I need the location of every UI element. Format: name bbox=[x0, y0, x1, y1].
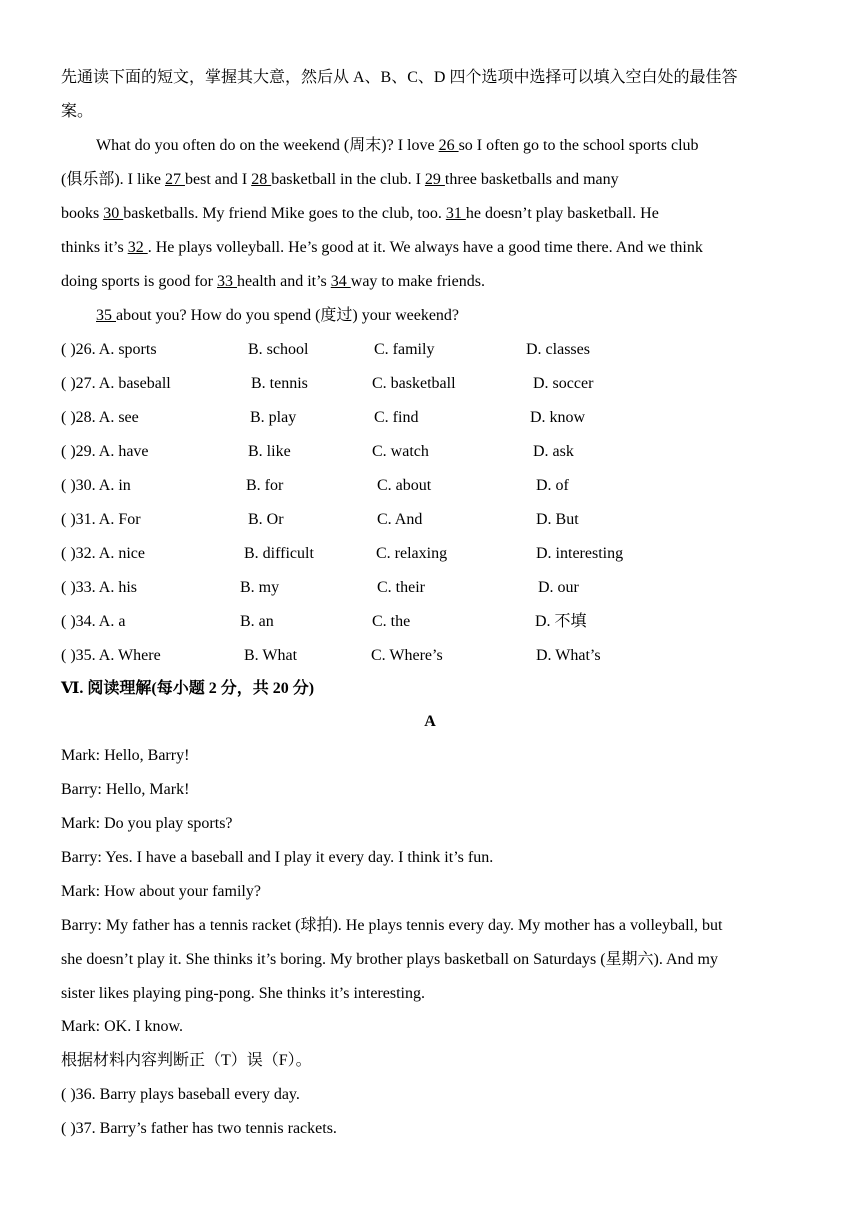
dialogue-line: Mark: How about your family? bbox=[61, 883, 261, 900]
instructions-line-1: 先通读下面的短文，掌握其大意，然后从 A、B、C、D 四个选项中选择可以填入空白处的最佳答 bbox=[61, 69, 738, 86]
blank-26: 26 bbox=[438, 137, 459, 154]
question-stem: ( )33. A. his bbox=[61, 579, 137, 596]
blank-28: 28 bbox=[251, 171, 272, 188]
option-b[interactable]: B. What bbox=[244, 647, 298, 664]
question-37: ( )37. Barry’s father has two tennis rackets. bbox=[61, 1120, 337, 1137]
option-d[interactable]: D. know bbox=[530, 409, 586, 426]
option-c[interactable]: C. find bbox=[374, 409, 419, 426]
blank-30: 30 bbox=[103, 205, 124, 222]
passage-text: three basketballs and many bbox=[444, 171, 619, 188]
blank-32: 32 bbox=[127, 239, 148, 256]
question-32 bbox=[61, 543, 821, 565]
dialogue-line: Mark: Hello, Barry! bbox=[61, 747, 190, 764]
passage-line-4 bbox=[61, 237, 703, 259]
passage-text: books bbox=[61, 205, 104, 222]
passage-text: best and I bbox=[184, 171, 252, 188]
part-title: A bbox=[424, 713, 436, 730]
question-stem: ( )35. A. Where bbox=[61, 647, 161, 664]
passage-text: way to make friends. bbox=[350, 273, 485, 290]
option-c[interactable]: C. their bbox=[377, 579, 425, 596]
option-b[interactable]: B. tennis bbox=[251, 375, 308, 392]
passage-text: basketball in the club. I bbox=[271, 171, 425, 188]
option-b[interactable]: B. for bbox=[246, 477, 284, 494]
option-b[interactable]: B. an bbox=[240, 613, 274, 630]
option-b[interactable]: B. play bbox=[250, 409, 297, 426]
option-c[interactable]: C. the bbox=[372, 613, 411, 630]
option-c[interactable]: C. basketball bbox=[372, 375, 456, 392]
passage-line-2 bbox=[61, 169, 619, 191]
option-d[interactable]: D. our bbox=[538, 579, 579, 596]
question-28 bbox=[61, 407, 821, 429]
option-c[interactable]: C. And bbox=[377, 511, 423, 528]
dialogue-line: she doesn’t play it. She thinks it’s boring. My brother plays basketball on Saturdays (星期六). And my bbox=[61, 951, 718, 968]
option-c[interactable]: C. watch bbox=[372, 443, 429, 460]
question-stem: ( )32. A. nice bbox=[61, 545, 145, 562]
question-stem: ( )34. A. a bbox=[61, 613, 126, 630]
option-d[interactable]: D. classes bbox=[526, 341, 590, 358]
dialogue-line: Barry: Hello, Mark! bbox=[61, 781, 190, 798]
question-29 bbox=[61, 441, 821, 463]
option-c[interactable]: C. Where’s bbox=[371, 647, 443, 664]
blank-33: 33 bbox=[217, 273, 237, 290]
question-27 bbox=[61, 373, 821, 395]
option-b[interactable]: B. difficult bbox=[244, 545, 314, 562]
question-26 bbox=[61, 339, 821, 361]
passage-line-6 bbox=[96, 305, 459, 327]
blank-31: 31 bbox=[445, 205, 466, 222]
passage-text: health and it’s bbox=[237, 273, 331, 290]
passage-line-1 bbox=[96, 135, 699, 157]
option-d[interactable]: D. ask bbox=[533, 443, 574, 460]
option-b[interactable]: B. my bbox=[240, 579, 280, 596]
section-heading: Ⅵ. 阅读理解(每小题 2 分，共 20 分) bbox=[61, 680, 315, 697]
option-c[interactable]: C. relaxing bbox=[376, 545, 448, 562]
question-35 bbox=[61, 645, 821, 667]
dialogue-line: Mark: OK. I know. bbox=[61, 1018, 184, 1035]
passage-text: . He plays volleyball. He’s good at it. We always have a good time there. And we think bbox=[147, 239, 703, 256]
question-36: ( )36. Barry plays baseball every day. bbox=[61, 1086, 300, 1103]
dialogue-line: Barry: My father has a tennis racket (球拍). He plays tennis every day. My mother has a volleyball, but bbox=[61, 917, 723, 934]
blank-27: 27 bbox=[164, 171, 185, 188]
question-stem: ( )31. A. For bbox=[61, 511, 141, 528]
passage-text: thinks it’s bbox=[61, 239, 128, 256]
dialogue-line: Barry: Yes. I have a baseball and I play it every day. I think it’s fun. bbox=[61, 849, 494, 866]
blank-35: 35 bbox=[96, 307, 116, 324]
dialogue-line: sister likes playing ping-pong. She thinks it’s interesting. bbox=[61, 985, 425, 1002]
passage-text: he doesn’t play basketball. He bbox=[465, 205, 659, 222]
option-b[interactable]: B. school bbox=[248, 341, 309, 358]
option-c[interactable]: C. family bbox=[374, 341, 435, 358]
question-31 bbox=[61, 509, 821, 531]
question-33 bbox=[61, 577, 821, 599]
passage-text: doing sports is good for bbox=[61, 273, 217, 290]
passage-line-3 bbox=[61, 203, 659, 225]
question-30 bbox=[61, 475, 821, 497]
instructions-line-2: 案。 bbox=[61, 103, 94, 120]
dialogue-line: Mark: Do you play sports? bbox=[61, 815, 233, 832]
option-d[interactable]: D. But bbox=[536, 511, 579, 528]
blank-34: 34 bbox=[330, 273, 351, 290]
question-stem: ( )29. A. have bbox=[61, 443, 149, 460]
passage-text: basketballs. My friend Mike goes to the club, too. bbox=[123, 205, 446, 222]
tf-instruction: 根据材料内容判断正（T）误（F）。 bbox=[61, 1052, 312, 1069]
passage-line-5 bbox=[61, 271, 485, 293]
question-34 bbox=[61, 611, 821, 633]
option-d[interactable]: D. What’s bbox=[536, 647, 601, 664]
passage-text: about you? How do you spend (度过) your weekend? bbox=[116, 307, 460, 324]
option-d[interactable]: D. interesting bbox=[536, 545, 624, 562]
option-c[interactable]: C. about bbox=[377, 477, 432, 494]
option-d[interactable]: D. 不填 bbox=[535, 613, 587, 630]
option-d[interactable]: D. of bbox=[536, 477, 569, 494]
option-d[interactable]: D. soccer bbox=[533, 375, 594, 392]
question-stem: ( )26. A. sports bbox=[61, 341, 157, 358]
question-stem: ( )30. A. in bbox=[61, 477, 131, 494]
passage-text: (俱乐部). I like bbox=[61, 171, 165, 188]
passage-text: so I often go to the school sports club bbox=[458, 137, 699, 154]
question-stem: ( )28. A. see bbox=[61, 409, 139, 426]
option-b[interactable]: B. like bbox=[248, 443, 291, 460]
passage-text: What do you often do on the weekend (周末)? I love bbox=[96, 137, 439, 154]
question-stem: ( )27. A. baseball bbox=[61, 375, 171, 392]
blank-29: 29 bbox=[424, 171, 445, 188]
option-b[interactable]: B. Or bbox=[248, 511, 284, 528]
